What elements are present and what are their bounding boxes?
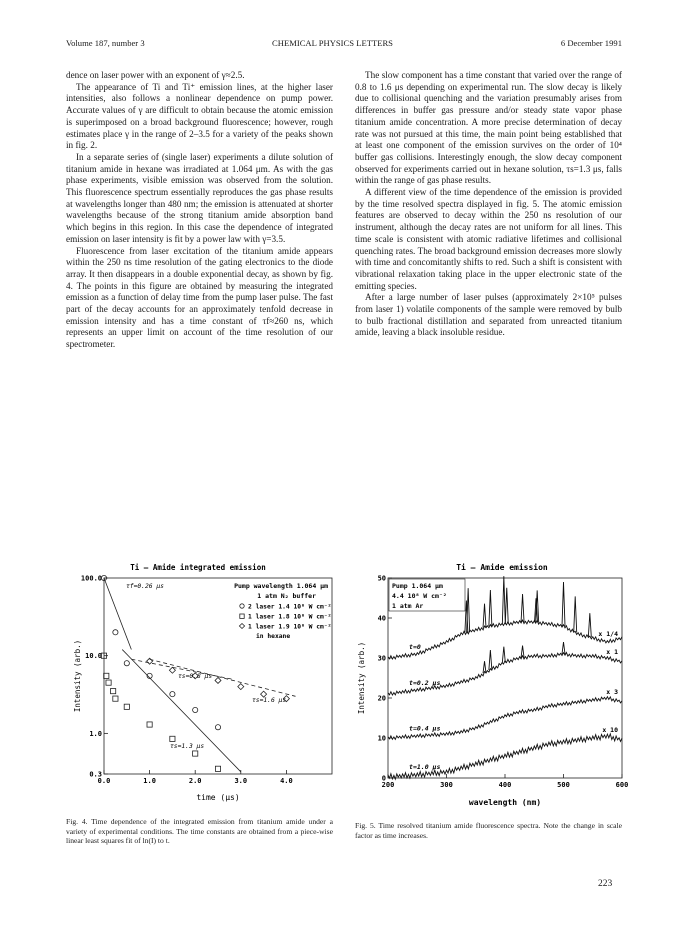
fig5-title: Ti – Amide emission [456,563,548,572]
header-volume: Volume 187, number 3 [66,38,145,48]
fig5-annot-1: Pump 1.064 μm [392,582,443,590]
data-point-circle [124,661,129,666]
running-header [66,38,622,52]
paragraph: After a large number of laser pulses (approximately 2×10⁵ pulses from laser 1) volatile components of the sample were removed by bulb to bulb fractional distillation and separated from unreacted titanium amide, leaving a black insoluble residue. [355,292,622,338]
data-point-circle [113,630,118,635]
legend-marker-diamond [239,624,244,629]
fig4-x-ticks [98,770,293,785]
fit-line [122,650,241,772]
data-point-circle [193,707,198,712]
trace-time-label: t=1.0 μs [409,763,441,772]
fig4-tau-f-label: τf=0.26 μs [126,583,164,590]
y-tick-label: 40 [377,614,386,623]
figure-5 [352,562,628,812]
emission-line [483,604,486,628]
paragraph: A different view of the time dependence of the emission is provided by the time resolved spectra displayed in fig. 5. The atomic emission features are observed to decay within the 250 ns resolution of our instrument, although the decay rates are not uniform for all lines. This time scale is consistent with atomic radiative lifetimes and collisional quenching rates. The broad background emission decreases more slowly with time and concomitantly shifts to red. Such a shift is consistent with vibrational relaxation taking place in the upper electronic state of the emitting species. [355,187,622,291]
spectrum-trace [388,734,622,779]
fig4-x-label: time (μs) [196,793,240,802]
emission-line [489,650,492,670]
y-tick-label: 100.0 [80,574,102,583]
figure-4 [66,562,340,812]
y-tick-label: 1.0 [89,729,102,738]
header-date: 6 December 1991 [560,38,622,48]
x-tick-label: 600 [615,781,629,789]
trace-scale-label: x 10 [602,725,618,734]
data-point-square [170,736,175,741]
paragraph: The appearance of Ti and Ti⁺ emission lines, at the higher laser intensities, also follows a nonlinear dependence on pump power. Accurate values of γ are difficult to obtain because the atomic emission is superimposed on a broad background fluorescence; however, rough estimates place γ in the range of 2–3.5 for a variety of the peaks shown in fig. 2. [66,81,333,151]
spectrum-trace [388,697,622,740]
trace-scale-label: x 1/4 [598,630,618,639]
fig4-chart [66,562,340,812]
y-tick-label: 20 [377,694,386,703]
paragraph: In a separate series of (single laser) experiments a dilute solution of titanium amide in hexane was irradiated at 1.064 μm. As with the gas phase experiments, visible emission was observed from the solution. This fluorescence spectrum essentially reproduces the gas phase results at wavelengths longer than 480 nm; the emission is attenuated at shorter wavelengths because of the strong titanium amide absorption band which begins in this region. In this case the dependence of integrated emission on laser intensity is fit by a power law with γ=3.5. [66,151,333,244]
fig4-legend-title-1: Pump wavelength 1.064 μm [234,582,328,590]
fig4-tau-s3-label: τs=1.3 μs [170,743,205,750]
fig5-annot-2: 4.4 10⁸ W cm⁻² [392,592,447,600]
y-tick-label: 10.0 [85,652,102,661]
data-point-square [106,680,111,685]
paragraph: Fluorescence from laser excitation of the titanium amide appears within the 250 ns time resolution of the gating electronics to the diode array. It then disappears in a double exponential decay, as shown by fig. 4. The points in this figure are obtained by measuring the integrated emission as a function of delay time from the pump laser pulse. The fast part of the decay accounts for an approximately tenfold decrease in emission intensity and has a time constant of τf≈260 ns, which represents an upper limit on account of the time resolution of our spectrometer. [66,245,333,350]
trace-time-label: t=0.2 μs [409,678,441,687]
legend-marker-square [240,614,244,618]
trace-scale-label: x 1 [606,647,618,656]
x-tick-label: 200 [381,781,395,789]
legend-entry: 1 laser 1.8 10⁸ W cm⁻² [248,613,332,621]
fig5-x-label: wavelength (nm) [468,798,542,807]
x-tick-label: 400 [498,781,512,789]
x-tick-label: 2.0 [188,777,202,785]
fig5-caption: Fig. 5. Time resolved titanium amide fluorescence spectra. Note the change in scale factor as time increases. [355,821,622,840]
emission-line [505,588,508,624]
trace-time-label: t=0.4 μs [409,724,441,733]
legend-entry: 1 laser 1.9 10⁸ W cm⁻² [248,623,332,631]
x-tick-label: 0.0 [97,777,111,785]
x-tick-label: 500 [557,781,570,789]
fig4-y-label: Intensity (arb.) [73,639,82,713]
x-tick-label: 4.0 [280,777,293,785]
fig5-chart [352,562,628,812]
data-point-diamond [147,658,153,664]
paragraph: dence on laser power with an exponent of γ≈2.5. [66,70,245,80]
legend-entry-tail: in hexane [256,633,291,640]
y-tick-label: 30 [377,654,386,663]
header-journal: CHEMICAL PHYSICS LETTERS [272,38,393,48]
data-point-square [104,673,109,678]
emission-line [521,594,524,622]
y-tick-label: 0 [381,774,386,783]
emission-line [467,588,470,632]
emission-line [502,647,505,663]
fit-line [150,659,296,696]
data-point-square [113,696,118,701]
data-point-circle [215,725,220,730]
legend-entry: 2 laser 1.4 10⁸ W cm⁻² [248,603,332,611]
x-tick-label: 1.0 [143,777,156,785]
legend-marker-circle [240,604,244,608]
data-point-square [147,722,152,727]
y-tick-label: 10 [377,734,386,743]
emission-line [562,582,565,626]
fig4-legend [239,604,331,641]
left-text-column [66,70,333,351]
data-point-square [215,766,220,771]
right-text-column [355,70,622,339]
fig4-caption: Fig. 4. Time dependence of the integrated emission from titanium amide under a variety of experimental conditions. The time constants are obtained from a piece-wise linear least squares fit of ln(I) to t. [66,817,333,845]
emission-line [588,613,591,637]
spectrum-trace [388,620,622,659]
emission-line [489,590,492,626]
fig4-tau-s1-label: τs=0.8 μs [178,673,213,680]
fig4-legend-title-2: 1 atm N₂ buffer [257,592,316,600]
fig5-annot-3: 1 atm Ar [392,602,424,610]
trace-time-label: t=0 [409,642,421,651]
fig5-y-label: Intensity (arb.) [357,641,366,715]
trace-scale-label: x 3 [606,687,618,696]
emission-line [574,596,577,632]
y-tick-label: 0.3 [89,770,102,779]
data-point-diamond [215,677,221,683]
fig4-title: Ti – Amide integrated emission [130,563,266,572]
data-point-square [111,689,116,694]
y-tick-label: 50 [377,574,386,583]
data-point-circle [170,692,175,697]
data-point-square [124,704,129,709]
fig4-tau-s2-label: τs=1.6 μs [252,697,287,704]
data-point-diamond [238,684,244,690]
page-number: 223 [598,879,613,889]
emission-line [502,576,505,624]
paragraph: The slow component has a time constant that varied over the range of 0.8 to 1.6 μs depending on experimental run. The slow decay is likely due to collisional quenching and the variation presumably arises from differences in buffer gas pressure and/or steady state vapor phase titanium amide concentration. A more precise determination of decay rate was not pursued at this time, the main point being established that at least one component of the emission survives on the order of 10⁴ buffer gas collisions. Interestingly enough, the slow decay component observed for experiments carried out in hexane solution, τs=1.3 μs, falls within the range of gas phase results. [355,70,622,186]
data-point-square [193,751,198,756]
x-tick-label: 3.0 [234,777,248,785]
x-tick-label: 300 [440,781,453,789]
